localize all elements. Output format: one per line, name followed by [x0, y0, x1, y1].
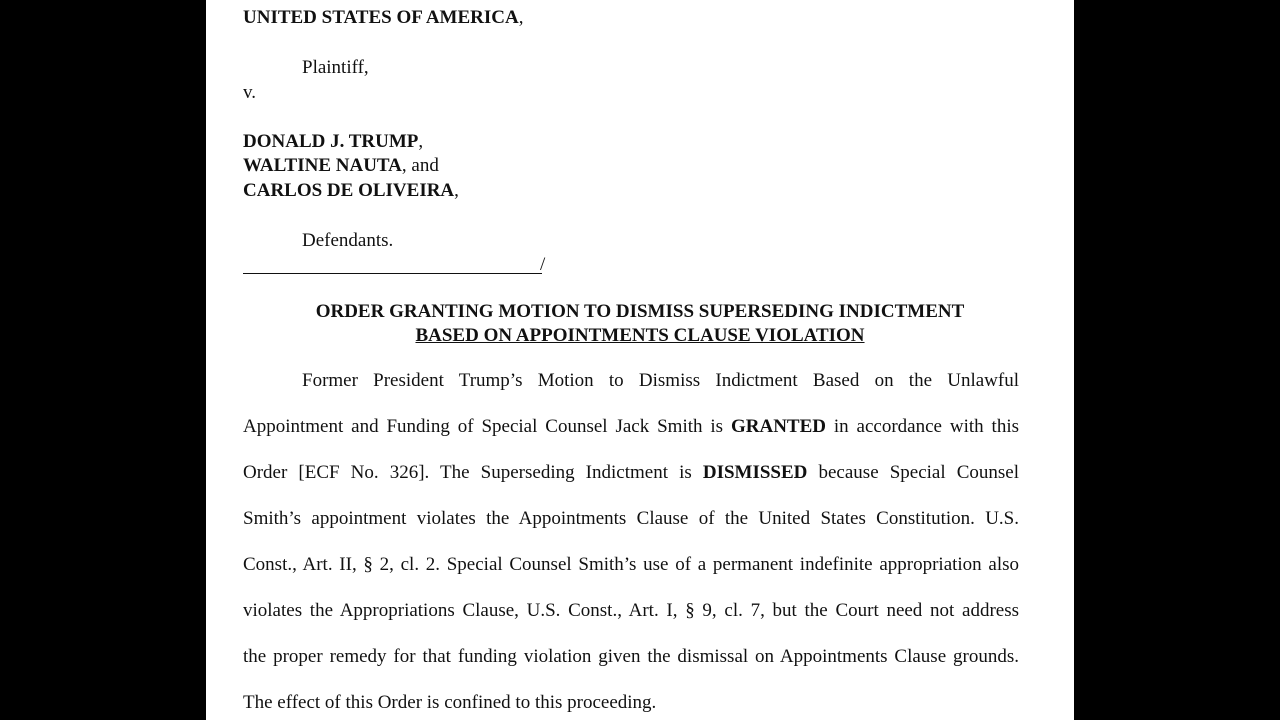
- plaintiff-line: [243, 7, 523, 29]
- plaintiff-role: Plaintiff,: [302, 57, 369, 78]
- defendant-suffix-1: ,: [418, 131, 424, 152]
- body-line-3-end: because Special Counsel: [807, 462, 1019, 483]
- body-line-2-start: Appointment and Funding of Special Counsel Jack Smith is: [243, 416, 731, 437]
- order-title-underlined: BASED ON APPOINTMENTS CLAUSE VIOLATION: [415, 325, 865, 346]
- defendant-line-3: [243, 180, 459, 202]
- defendant-name-2: WALTINE NAUTA: [243, 155, 402, 176]
- defendant-line-2: [243, 155, 439, 177]
- defendant-role: Defendants.: [302, 230, 394, 251]
- body-line-8: The effect of this Order is confined to this proceeding.: [243, 692, 657, 713]
- plaintiff-name: UNITED STATES OF AMERICA: [243, 7, 519, 28]
- defendant-name-1: DONALD J. TRUMP: [243, 131, 419, 152]
- body-line-1: Former President Trump’s Motion to Dismiss Indictment Based on the Unlawful: [302, 370, 1019, 391]
- body-line-2-end: in accordance with this: [825, 416, 1019, 437]
- body-line-3-start: Order [ECF No. 326]. The Superseding Indictment is: [243, 462, 703, 483]
- dismissed-emphasis: DISMISSED: [702, 462, 808, 483]
- order-title-line-1: ORDER GRANTING MOTION TO DISMISS SUPERSEDING INDICTMENT: [315, 301, 965, 322]
- defendant-name-3: CARLOS DE OLIVEIRA: [243, 180, 455, 201]
- body-line-7: the proper remedy for that funding violation given the dismissal on Appointments Clause grounds.: [243, 646, 1019, 667]
- body-line-6: violates the Appropriations Clause, U.S. Const., Art. I, § 9, cl. 7, but the Court need not address: [243, 600, 1019, 621]
- defendant-suffix-2: , and: [401, 155, 439, 176]
- plaintiff-suffix: ,: [518, 7, 524, 28]
- defendant-suffix-3: ,: [454, 180, 459, 201]
- body-line-4: Smith’s appointment violates the Appointments Clause of the United States Constitution. U.S.: [243, 508, 1019, 529]
- caption-rule-slash: /: [540, 254, 546, 275]
- order-title-line-2: [206, 325, 1074, 347]
- order-body-paragraph: [243, 370, 1019, 720]
- body-line-5: Const., Art. II, § 2, cl. 2. Special Counsel Smith’s use of a permanent indefinite appropriation also: [243, 554, 1019, 575]
- granted-emphasis: GRANTED: [730, 416, 826, 437]
- body-line-3: [243, 462, 1019, 508]
- defendant-line-1: [243, 131, 423, 153]
- document-page: [206, 0, 1074, 720]
- versus-label: v.: [243, 82, 257, 103]
- caption-rule: [243, 273, 542, 274]
- body-line-2: [243, 416, 1019, 462]
